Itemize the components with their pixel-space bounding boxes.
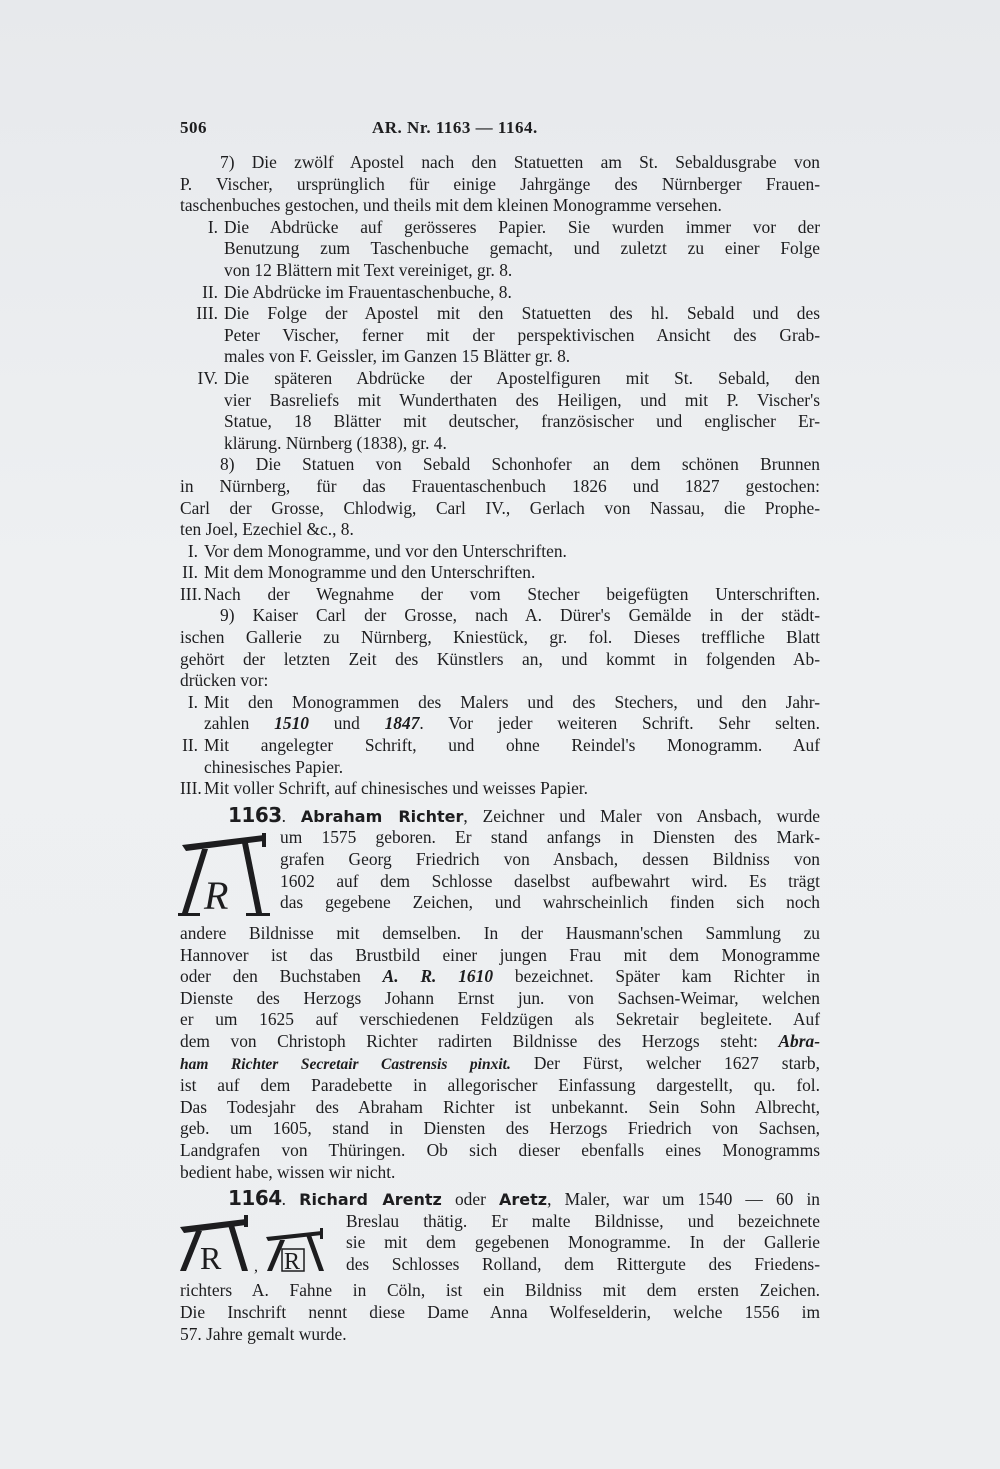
year-1510: 1510 (274, 713, 309, 734)
text-line: grafen Georg Friedrich von Ansbach, dessen Bildniss von (280, 849, 820, 869)
text-line: Die Abdrücke auf gerösseres Papier. Sie wurden immer vor der (224, 216, 820, 237)
text-line: Hannover ist das Brustbild einer jungen Frau mit dem Monogramme (180, 944, 820, 965)
text-line: Mit dem Monogramme und den Unterschriften. (204, 562, 536, 583)
artist-name-alt: Aretz (499, 1190, 548, 1210)
text-line: von 12 Blättern mit Text vereiniget, gr. 8. (224, 259, 513, 280)
item-number: II. (182, 562, 198, 583)
text-line: chinesisches Papier. (204, 756, 344, 777)
svg-text:R: R (200, 1239, 222, 1275)
list-item (180, 368, 820, 454)
page-body (180, 152, 820, 1345)
artist-name: Abraham Richter (300, 806, 464, 826)
entry-number: 1164 (228, 1186, 282, 1211)
text-line: klärung. Nürnberg (1838), gr. 4. (224, 432, 447, 453)
monogram-ra-icon (178, 1213, 336, 1275)
text-line: Statue, 18 Blätter mit deutscher, französischer und englischer Er- (224, 411, 820, 432)
text-line: 57. Jahre gemalt wurde. (180, 1323, 347, 1344)
section-7-intro (180, 152, 820, 217)
text-line: Landgrafen von Thüringen. Ob sich dieser ebenfalls eines Monogramms (180, 1139, 820, 1160)
list-item (180, 562, 820, 584)
text-line: 1164. Richard Arentz oder Aretz, Maler, war um 1540 — 60 in (228, 1186, 820, 1211)
text-fragment: und (333, 713, 360, 734)
text-line: P. Vischer, ursprünglich für einige Jahrgänge des Nürnberger Frauen- (180, 173, 820, 194)
text-fragment: . Vor jeder weiteren Schrift. Sehr selten. (419, 713, 820, 734)
text-line: sie mit dem gegebenen Monogramme. In der Gallerie (346, 1232, 820, 1253)
text-line: Vor dem Monogramme, und vor den Unterschriften. (204, 540, 567, 561)
text-fragment: Der Fürst, welcher 1627 starb, (533, 1052, 820, 1073)
text-line: Nach der Wegnahme der vom Stecher beigefügten Unterschriften. (204, 583, 820, 604)
text-fragment: bezeichnet. Später kam Richter in (514, 966, 820, 987)
item-number: I. (207, 216, 218, 237)
text-line: Benutzung zum Taschenbuche gemacht, und zuletzt zu einer Folge (224, 238, 820, 259)
text-line: Die späteren Abdrücke der Apostelfiguren mit St. Sebald, den (224, 367, 820, 388)
text-line: 8) Die Statuen von Sebald Schonhofer an dem schönen Brunnen (220, 454, 820, 475)
text-line (180, 1031, 820, 1053)
text-line: vier Basreliefs mit Wunderthaten des Heiligen, und mit P. Vischer's (224, 389, 820, 410)
text-fragment: , Maler, war um 1540 — 60 in (547, 1189, 820, 1210)
item-number: I. (187, 691, 198, 712)
list-item (180, 735, 820, 778)
text-line: ischen Gallerie zu Nürnberg, Kniestück, gr. fol. Dieses treffliche Blatt (180, 627, 820, 648)
monogram-ar-icon (178, 831, 270, 923)
list-item (180, 217, 820, 282)
item-number: III. (180, 778, 202, 799)
text-line: des Schlosses Rolland, dem Rittergute des Friedens- (346, 1253, 820, 1274)
text-line: um 1575 geboren. Er stand anfangs in Diensten des Mark- (280, 827, 820, 848)
text-line: bedient habe, wissen wir nicht. (180, 1161, 396, 1182)
text-line: in Nürnberg, für das Frauentaschenbuch 1826 und 1827 gestochen: (180, 475, 820, 496)
text-fragment: oder den Buchstaben (180, 966, 361, 987)
list-item (180, 282, 820, 304)
text-line: 7) Die zwölf Apostel nach den Statuetten am St. Sebaldusgrabe von (220, 152, 820, 172)
page-number: 506 (180, 118, 207, 137)
running-head: AR. Nr. 1163 — 1164. (372, 118, 538, 137)
item-number: IV. (197, 367, 218, 388)
section-9-intro (180, 605, 820, 691)
text-line: gehört der letzten Zeit des Künstlers an, und kommt in folgenden Ab- (180, 648, 820, 669)
inscription-fragment: Abra- (778, 1030, 820, 1051)
svg-text:R: R (284, 1248, 301, 1275)
text-line (180, 966, 820, 988)
entry-number: 1163 (228, 802, 282, 827)
list-item (180, 584, 820, 606)
text-fragment: , Zeichner und Maler von Ansbach, wurde (463, 805, 821, 826)
svg-text:,: , (254, 1257, 258, 1275)
text-fragment: zahlen (204, 713, 250, 734)
entry-1163 (180, 802, 821, 1183)
list-item (180, 692, 820, 735)
text-line: Die Folge der Apostel mit den Statuetten des hl. Sebald und des (224, 303, 820, 324)
text-line: Mit angelegter Schrift, und ohne Reindel's Monogramm. Auf (204, 735, 820, 756)
item-number: II. (202, 281, 218, 302)
text-line: andere Bildnisse mit demselben. In der Hausmann'schen Sammlung zu (180, 923, 820, 943)
text-line: taschenbuches gestochen, und theils mit dem kleinen Monogramme versehen. (180, 195, 722, 216)
text-line (180, 1053, 820, 1076)
monogram-group (178, 1213, 336, 1281)
list-item (180, 303, 820, 368)
text-line: drücken vor: (180, 670, 269, 691)
text-line (204, 713, 820, 735)
item-number: III. (196, 303, 218, 324)
inscription-ar-1610: A. R. 1610 (382, 966, 494, 987)
artist-name: Richard Arentz (299, 1190, 442, 1210)
text-line: Mit den Monogrammen des Malers und des Stechers, und den Jahr- (204, 691, 820, 712)
text-line: males von F. Geissler, im Ganzen 15 Blätter gr. 8. (224, 346, 571, 367)
text-line: ten Joel, Ezechiel &c., 8. (180, 519, 354, 540)
text-line: das gegebene Zeichen, und wahrscheinlich finden sich noch (280, 892, 820, 913)
list-item (180, 541, 820, 563)
text-line: richters A. Fahne in Cöln, ist ein Bildniss mit dem ersten Zeichen. (180, 1280, 820, 1301)
text-fragment: dem von Christoph Richter radirten Bildnisse des Herzogs steht: (180, 1030, 758, 1051)
text-line: Carl der Grosse, Chlodwig, Carl IV., Gerlach von Nassau, die Prophe- (180, 497, 820, 518)
section-8-intro (180, 454, 820, 540)
text-line: Mit voller Schrift, auf chinesisches und weisses Papier. (204, 778, 588, 799)
entry-1164 (180, 1188, 820, 1345)
text-line: Breslau thätig. Er malte Bildnisse, und bezeichnete (346, 1210, 820, 1231)
list-item (180, 778, 820, 800)
item-number: III. (180, 583, 202, 604)
text-fragment: oder (441, 1189, 500, 1210)
text-line: Peter Vischer, ferner mit der perspektivischen Ansicht des Grab- (224, 324, 820, 345)
text-line: ist auf dem Paradebette in allegorischer Einfassung dargestellt, qu. fol. (180, 1075, 820, 1096)
inscription-text: ham Richter Secretair Castrensis pinxit. (180, 1055, 511, 1073)
text-line: 1163. Abraham Richter, Zeichner und Maler von Ansbach, wurde (228, 802, 821, 827)
text-line: er um 1625 auf verschiedenen Feldzügen als Sekretair begleitete. Auf (180, 1009, 820, 1030)
text-line: 9) Kaiser Carl der Grosse, nach A. Dürer's Gemälde in der städt- (220, 605, 820, 626)
text-line: 1602 auf dem Schlosse daselbst aufbewahrt wird. Es trägt (280, 870, 820, 891)
svg-text:R: R (204, 873, 229, 918)
item-number: I. (187, 540, 198, 561)
text-line: geb. um 1605, stand in Diensten des Herzogs Friedrich von Sachsen, (180, 1118, 820, 1139)
text-line: Die Abdrücke im Frauentaschenbuche, 8. (224, 281, 512, 302)
text-line: Das Todesjahr des Abraham Richter ist unbekannt. Sein Sohn Albrecht, (180, 1096, 820, 1117)
text-line: Die Inschrift nennt diese Dame Anna Wolfeselderin, welche 1556 im (180, 1301, 820, 1322)
text-line: Dienste des Herzogs Johann Ernst jun. von Sachsen-Weimar, welchen (180, 987, 820, 1008)
item-number: II. (182, 735, 198, 756)
year-1847: 1847 (384, 713, 420, 734)
